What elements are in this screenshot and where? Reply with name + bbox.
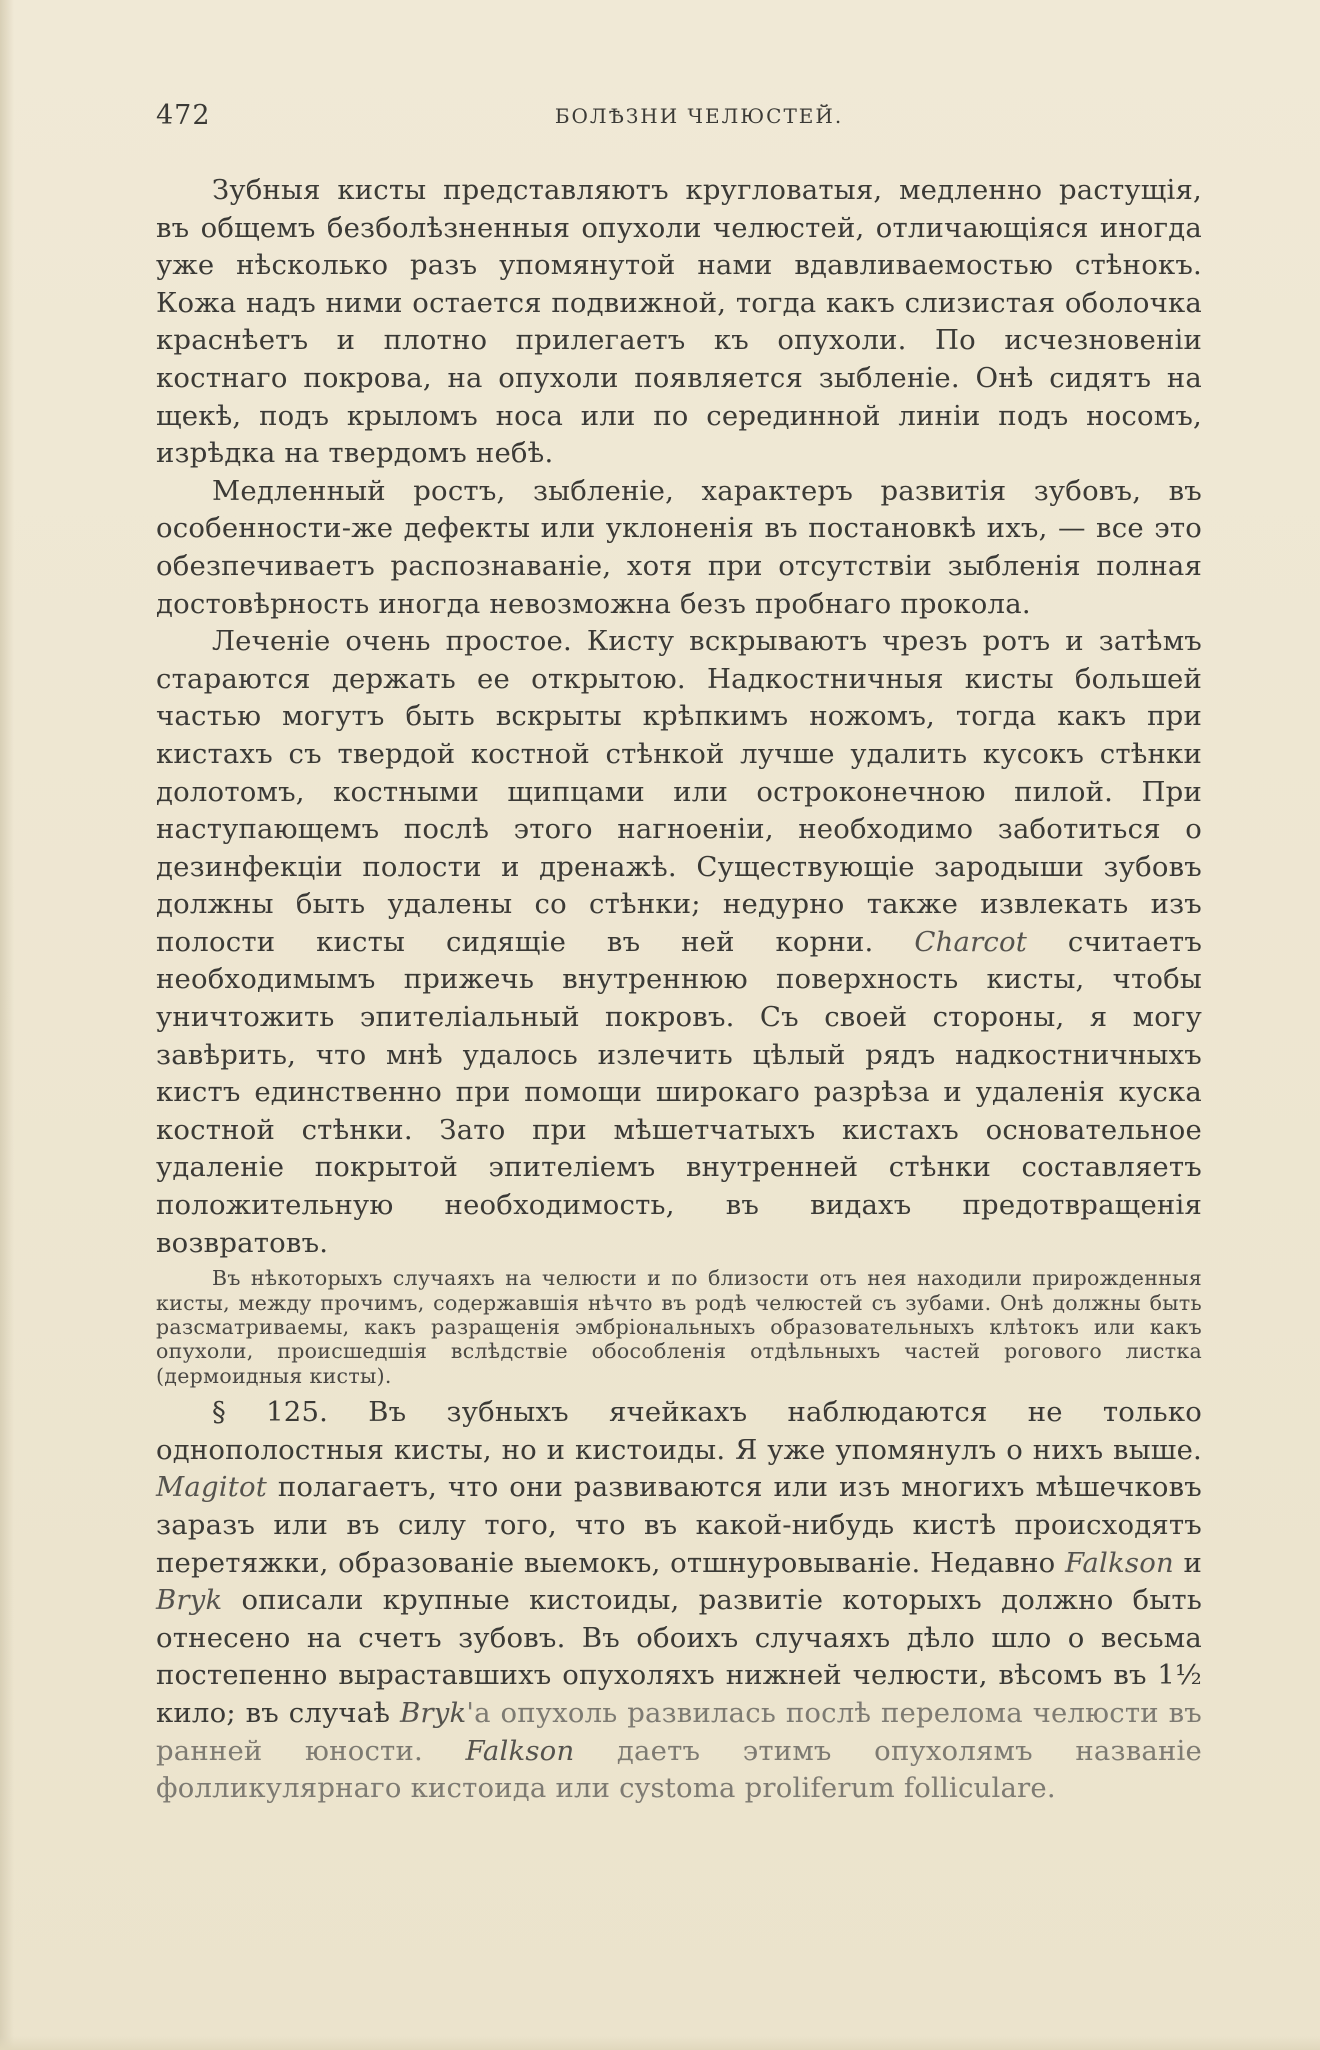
author-name-magitot: Magitot xyxy=(156,1471,268,1504)
author-name-falkson: Falkson xyxy=(1065,1546,1174,1579)
s125-text-4: описали крупные кистоиды, развитіе которыхъ должно быть отнесено на счетъ зубовъ. Въ обоихъ случаяхъ дѣло шло о весьма постепенно выраставшихъ опухоляхъ нижней челюсти, вѣсомъ въ 1½ кило; въ случаѣ xyxy=(156,1584,1202,1729)
author-name-charcot: Charcot xyxy=(914,925,1028,958)
treatment-text-1: Леченіе очень простое. Кисту вскрываютъ чрезъ ротъ и затѣмъ стараются держать ее открытою. Надкостничныя кисты большей частью могутъ быть вскрыты крѣпкимъ ножомъ, тогда какъ при кистахъ съ твердой костной стѣнкой лучше удалить кусокъ стѣнки долотомъ, костными щипцами или остроконечною пилой. При наступающемъ послѣ этого нагноеніи, необходимо заботиться о дезинфекціи полости и дренажѣ. Существующіе зародыши зубовъ должны быть удалены со стѣнки; недурно также извлекать изъ полости кисты сидящіе въ ней корни. xyxy=(156,625,1202,958)
s125-text-6: даетъ этимъ опухолямъ названіе фолликулярнаго кистоида или cystoma proliferum folliculare. xyxy=(156,1734,1202,1805)
page-number: 472 xyxy=(156,100,211,131)
paragraph-treatment xyxy=(156,623,1202,1262)
paragraph-diagnosis: Медленный ростъ, зыбленіе, характеръ развитія зубовъ, въ особенности-же дефекты или уклоненія въ постановкѣ ихъ, — все это обезпечиваетъ распознаваніе, хотя при отсутствіи зыбленія полная достовѣрность иногда невозможна безъ пробнаго прокола. xyxy=(156,474,1202,620)
treatment-text-2: считаетъ необходимымъ прижечь внутреннюю поверхность кисты, чтобы уничтожить эпителіальный покровъ. Съ своей стороны, я могу завѣрить, что мнѣ удалось излечить цѣлый рядъ надкостничныхъ кистъ единственно при помощи широкаго разрѣза и удаленія куска костной стѣнки. Зато при мѣшетчатыхъ кистахъ основательное удаленіе покрытой эпителіемъ внутренней стѣнки составляетъ положительную необходимость, въ видахъ предотвращенія возвратовъ. xyxy=(156,925,1203,1259)
footnote-text: Въ нѣкоторыхъ случаяхъ на челюсти и по близости отъ нея находили прирожденныя кисты, между прочимъ, содержавшія нѣчто въ родѣ челюстей съ зубами. Онѣ должны быть разсматриваемы, какъ разращенія эмбріональныхъ образовательныхъ клѣтокъ или какъ опухоли, происшедшія вслѣдствіе обособленія отдѣльныхъ частей рогового листка (дермоидныя кисты). xyxy=(156,1266,1202,1388)
running-title: БОЛѢЗНИ ЧЕЛЮСТЕЙ. xyxy=(554,104,844,128)
section-125 xyxy=(156,1394,1202,1808)
s125-text-5: 'а опухоль развилась послѣ перелома челюсти въ ранней юности. xyxy=(156,1697,1202,1767)
author-name-bryk-2: Bryk xyxy=(399,1697,467,1729)
s125-text-3: и xyxy=(1173,1546,1202,1579)
paragraph-section-125 xyxy=(156,1394,1202,1808)
s125-text-1: § 125. Въ зубныхъ ячейкахъ наблюдаются не только однополостныя кисты, но и кистоиды. Я уже упомянулъ о нихъ выше. xyxy=(156,1396,1202,1466)
main-text xyxy=(156,172,1202,1262)
running-head xyxy=(156,100,1202,150)
author-name-bryk: Bryk xyxy=(156,1584,223,1617)
author-name-falkson-2: Falkson xyxy=(465,1734,575,1767)
paragraph-cysts-description: Зубныя кисты представляютъ кругловатыя, медленно растущія, въ общемъ безболѣзненныя опухоли челюстей, отличающіяся иногда уже нѣсколько разъ упомянутой нами вдавливаемостью стѣнокъ. Кожа надъ ними остается подвижной, тогда какъ слизистая оболочка краснѣетъ и плотно прилегаетъ къ опухоли. По исчезновеніи костнаго покрова, на опухоли появляется зыбленіе. Онѣ сидятъ на щекѣ, подъ крыломъ носа или по серединной линіи подъ носомъ, изрѣдка на твердомъ небѣ. xyxy=(156,174,1202,470)
s125-text-2: полагаетъ, что они развиваются или изъ многихъ мѣшечковъ заразъ или въ силу того, что въ какой-нибудь кистѣ происходятъ перетяжки, образованіе выемокъ, отшнуровываніе. Недавно xyxy=(156,1471,1202,1579)
footnote-block xyxy=(156,1266,1202,1388)
